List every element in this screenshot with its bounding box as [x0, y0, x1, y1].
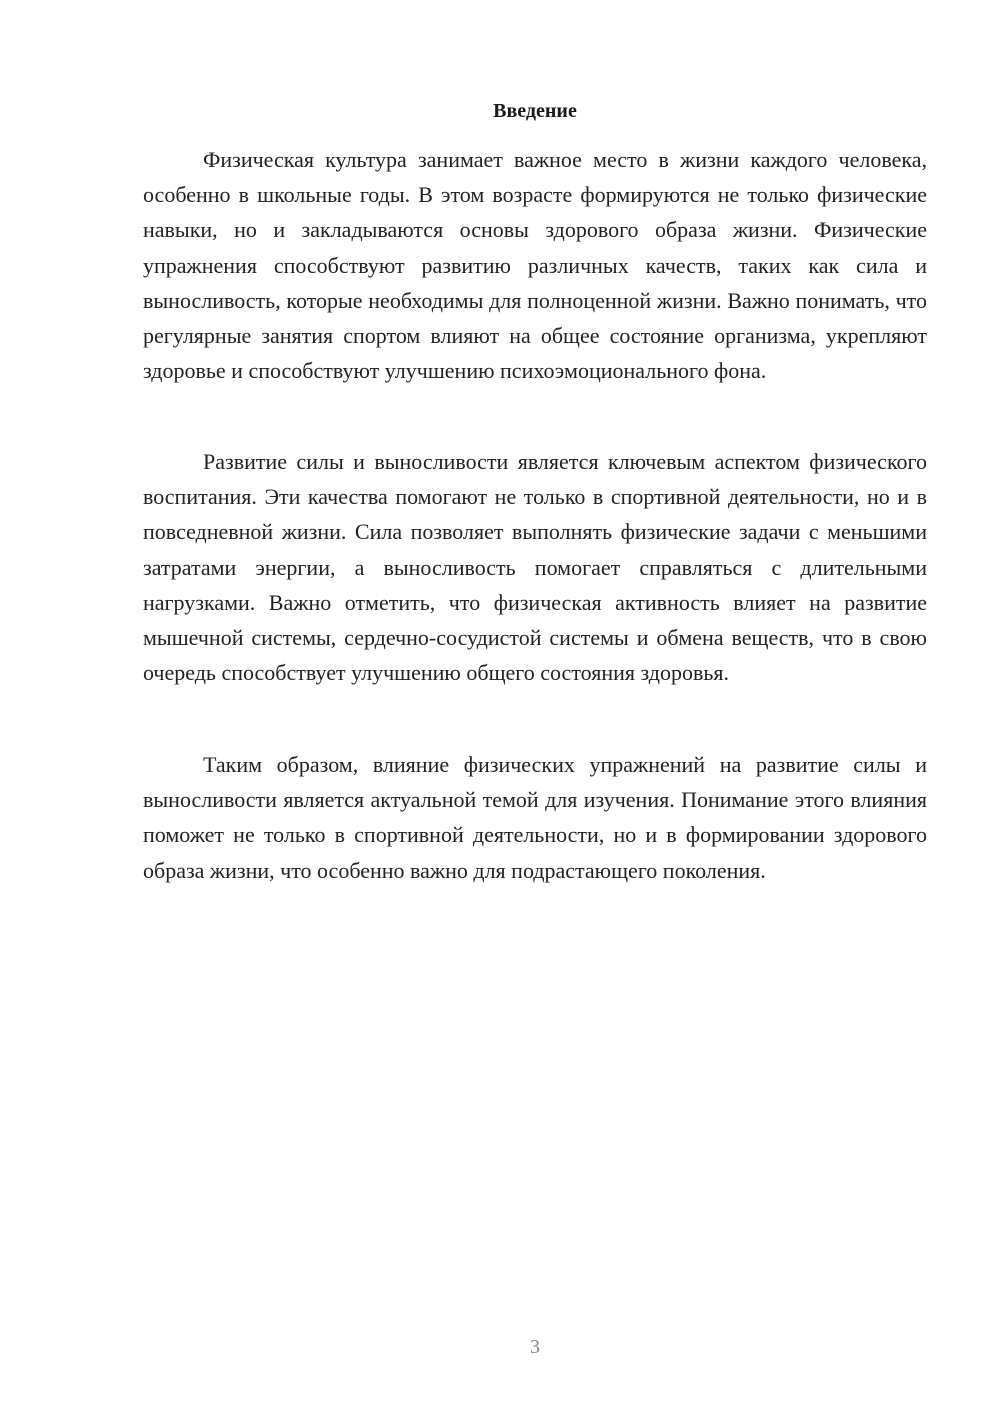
paragraph-1: Физическая культура занимает важное место в жизни каждого человека, особенно в школьные годы. В этом возрасте формируются не только физические навыки, но и закладываются основы здорового образа жизни. Физические упражнения способствуют развитию различных качеств, таких как сила и выносливость, которые необходимы для полноценной жизни. Важно понимать, что регулярные занятия спортом влияют на общее состояние организма, укрепляют здоровье и способствуют улучшению психоэмоционального фона. [143, 147, 927, 384]
paragraph-2: Развитие силы и выносливости является ключевым аспектом физического воспитания. Эти качества помогают не только в спортивной деятельности, но и в повседневной жизни. Сила позволяет выполнять физические задачи с меньшими затратами энергии, а выносливость помогает справляться с длительными нагрузками. Важно отметить, что физическая активность влияет на развитие мышечной системы, сердечно-сосудистой системы и обмена веществ, что в свою очередь способствует улучшению общего состояния здоровья. [143, 449, 927, 686]
page-number: 3 [530, 1336, 540, 1358]
section-heading: Введение [493, 100, 577, 122]
paragraph-3: Таким образом, влияние физических упражнений на развитие силы и выносливости является актуальной темой для изучения. Понимание этого влияния поможет не только в спортивной деятельности, но и в формировании здорового образа жизни, что особенно важно для подрастающего поколения. [143, 752, 927, 883]
